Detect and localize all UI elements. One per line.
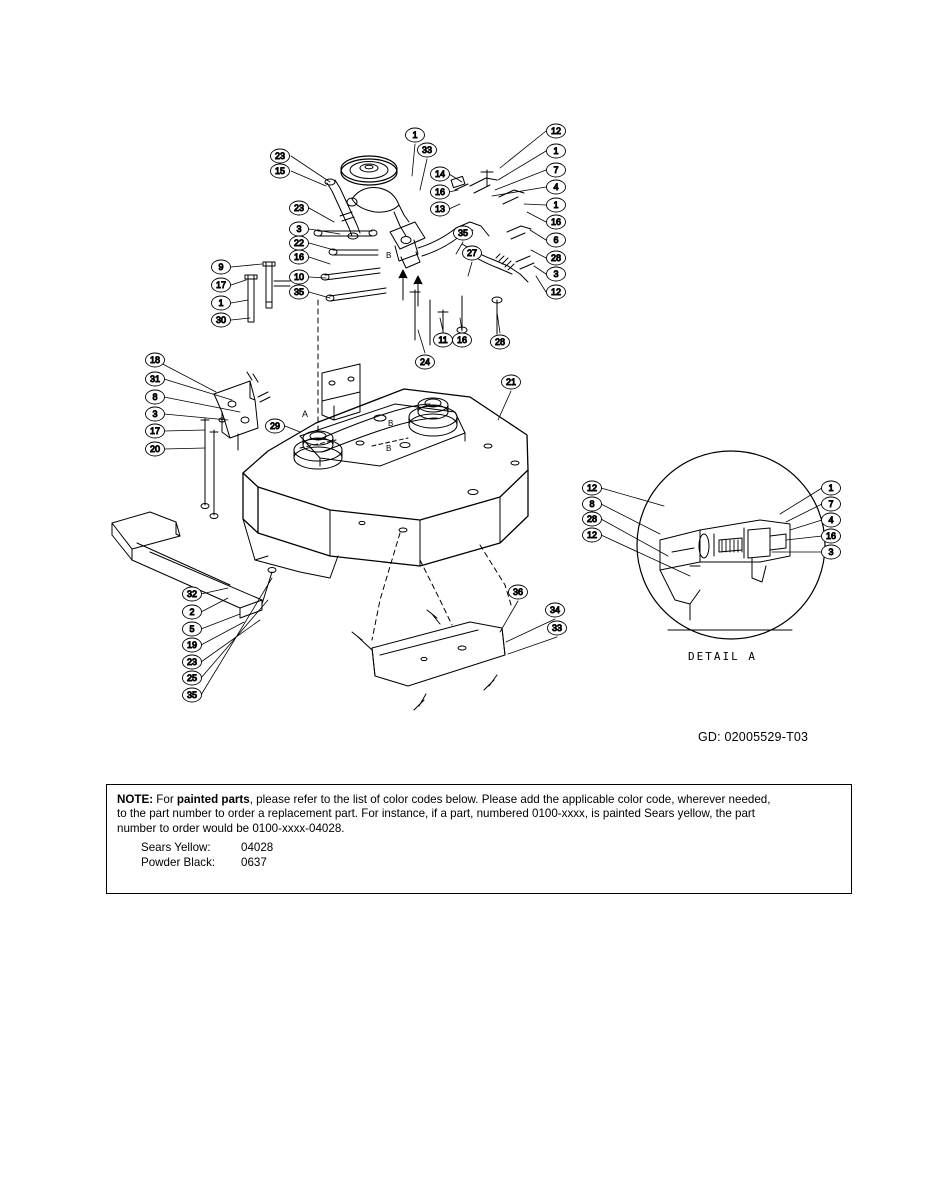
svg-text:1: 1	[412, 130, 418, 141]
callout-7	[822, 497, 841, 511]
callout-1	[212, 296, 231, 310]
color-code-list	[141, 840, 841, 870]
callout-3	[290, 222, 309, 236]
callout-29	[266, 419, 285, 433]
svg-text:1: 1	[828, 483, 834, 494]
callout-1	[547, 144, 566, 158]
svg-text:28: 28	[586, 514, 598, 525]
svg-text:33: 33	[421, 145, 433, 156]
detail-a-label: DETAIL A	[688, 650, 757, 663]
svg-text:16: 16	[456, 335, 468, 346]
svg-text:1: 1	[553, 200, 559, 211]
callout-16	[431, 185, 450, 199]
svg-text:28: 28	[494, 337, 506, 348]
callout-3	[547, 267, 566, 281]
svg-text:34: 34	[549, 605, 561, 616]
callout-7	[547, 163, 566, 177]
callout-19	[183, 638, 202, 652]
svg-text:3: 3	[828, 547, 834, 558]
callout-12	[583, 528, 602, 542]
svg-text:12: 12	[586, 530, 598, 541]
callout-23	[271, 149, 290, 163]
svg-text:9: 9	[218, 262, 224, 273]
callout-18	[146, 353, 165, 367]
svg-text:23: 23	[274, 151, 286, 162]
note-line1-bold: painted parts	[176, 793, 250, 806]
callout-12	[547, 124, 566, 138]
color-code-row	[141, 855, 841, 870]
callout-33	[418, 143, 437, 157]
callout-9	[212, 260, 231, 274]
svg-text:24: 24	[419, 357, 431, 368]
svg-text:30: 30	[215, 315, 227, 326]
deck-mark-b1: B	[388, 419, 394, 428]
callout-28	[547, 251, 566, 265]
svg-text:32: 32	[186, 589, 198, 600]
callout-35	[454, 226, 473, 240]
callout-3	[822, 545, 841, 559]
callout-13	[431, 202, 450, 216]
svg-text:16: 16	[825, 531, 837, 542]
svg-text:27: 27	[466, 248, 478, 259]
svg-text:1: 1	[553, 146, 559, 157]
svg-text:17: 17	[149, 426, 161, 437]
svg-text:23: 23	[186, 657, 198, 668]
callout-33	[548, 621, 567, 635]
svg-text:29: 29	[269, 421, 281, 432]
svg-text:12: 12	[550, 126, 562, 137]
callout-10	[290, 270, 309, 284]
svg-text:2: 2	[189, 607, 195, 618]
svg-text:16: 16	[550, 217, 562, 228]
callout-23	[183, 655, 202, 669]
svg-text:15: 15	[274, 166, 286, 177]
color-name: Sears Yellow:	[141, 841, 211, 855]
callout-2	[183, 605, 202, 619]
callout-31	[146, 372, 165, 386]
painted-parts-note-box	[106, 784, 852, 894]
svg-text:25: 25	[186, 673, 198, 684]
svg-text:14: 14	[434, 169, 446, 180]
note-line1-a: For	[153, 793, 177, 806]
svg-text:35: 35	[457, 228, 469, 239]
callout-1	[406, 128, 425, 142]
callout-27	[463, 246, 482, 260]
svg-text:20: 20	[149, 444, 161, 455]
svg-text:36: 36	[512, 587, 524, 598]
callout-36	[509, 585, 528, 599]
callout-16	[453, 333, 472, 347]
color-code-row	[141, 840, 841, 855]
svg-text:3: 3	[553, 269, 559, 280]
svg-text:3: 3	[152, 409, 158, 420]
svg-text:11: 11	[438, 335, 448, 346]
svg-text:6: 6	[553, 235, 559, 246]
callout-35	[183, 688, 202, 702]
callout-14	[431, 167, 450, 181]
callout-1	[822, 481, 841, 495]
svg-text:23: 23	[293, 203, 305, 214]
svg-text:35: 35	[186, 690, 198, 701]
svg-text:8: 8	[152, 392, 158, 403]
svg-text:7: 7	[828, 499, 834, 510]
callout-16	[822, 529, 841, 543]
callout-32	[183, 587, 202, 601]
callout-15	[271, 164, 290, 178]
callout-8	[583, 497, 602, 511]
color-code: 0637	[241, 856, 267, 870]
note-line2: to the part number to order a replacement part. For instance, if a part, numbered 0100-xxxx, is painted Sears yellow, the part	[117, 807, 755, 821]
note-line1-b: , please refer to the list of color codes below. Please add the applicable color code, wherever needed,	[249, 793, 771, 806]
note-paragraph	[117, 793, 841, 807]
upper-mark-b: B	[386, 251, 392, 260]
callout-4	[547, 180, 566, 194]
callout-28	[491, 335, 510, 349]
svg-text:16: 16	[293, 252, 305, 263]
callout-17	[146, 424, 165, 438]
callout-35	[290, 285, 309, 299]
callout-17	[212, 278, 231, 292]
callout-24	[416, 355, 435, 369]
svg-text:35: 35	[293, 287, 305, 298]
callout-8	[146, 390, 165, 404]
callout-28	[583, 512, 602, 526]
callout-11	[434, 333, 453, 347]
svg-text:7: 7	[553, 165, 559, 176]
callout-30	[212, 313, 231, 327]
svg-text:17: 17	[215, 280, 227, 291]
svg-text:4: 4	[828, 515, 834, 526]
svg-text:31: 31	[149, 374, 161, 385]
drawing-number: GD: 02005529-T03	[698, 730, 809, 744]
callout-25	[183, 671, 202, 685]
svg-text:33: 33	[551, 623, 563, 634]
note-prefix: NOTE:	[117, 793, 154, 806]
svg-text:12: 12	[550, 287, 562, 298]
callout-12	[583, 481, 602, 495]
note-line3: number to order would be 0100-xxxx-04028.	[117, 821, 345, 835]
svg-text:5: 5	[189, 624, 195, 635]
svg-text:19: 19	[186, 640, 198, 651]
callout-23	[290, 201, 309, 215]
svg-text:12: 12	[586, 483, 598, 494]
callout-4	[822, 513, 841, 527]
svg-text:13: 13	[434, 204, 446, 215]
svg-text:16: 16	[434, 187, 446, 198]
svg-text:22: 22	[293, 238, 305, 249]
svg-text:4: 4	[553, 182, 559, 193]
color-name: Powder Black:	[141, 856, 216, 870]
callout-21	[502, 375, 521, 389]
callout-34	[546, 603, 565, 617]
callout-12	[547, 285, 566, 299]
svg-text:21: 21	[505, 377, 517, 388]
svg-text:18: 18	[149, 355, 161, 366]
svg-text:1: 1	[218, 298, 224, 309]
callout-1	[547, 198, 566, 212]
callout-6	[547, 233, 566, 247]
color-code: 04028	[241, 841, 274, 855]
callout-3	[146, 407, 165, 421]
callout-20	[146, 442, 165, 456]
deck-mark-b2: B	[386, 444, 392, 453]
deck-detail-marker-a: A	[302, 409, 309, 419]
svg-text:28: 28	[550, 253, 562, 264]
svg-text:8: 8	[589, 499, 595, 510]
callout-5	[183, 622, 202, 636]
callout-22	[290, 236, 309, 250]
svg-text:10: 10	[293, 272, 305, 283]
callout-16	[547, 215, 566, 229]
callout-16	[290, 250, 309, 264]
svg-text:3: 3	[296, 224, 302, 235]
